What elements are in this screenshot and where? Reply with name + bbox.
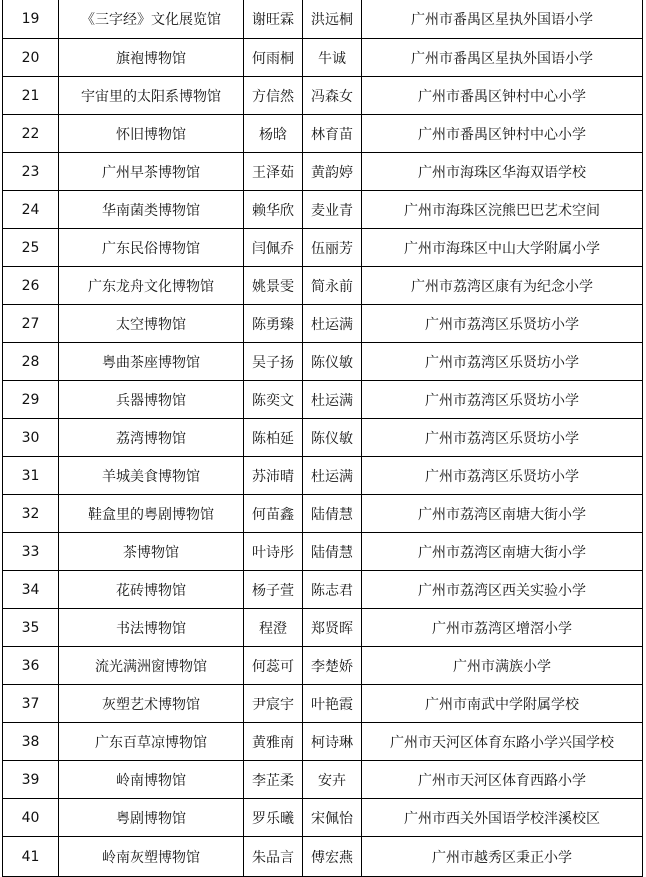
row-number-cell: 33 [3,533,59,571]
museum-name-cell: 茶博物馆 [59,533,244,571]
teacher-name-cell: 黄韵婷 [303,153,362,191]
school-name-cell: 广州市海珠区华海双语学校 [362,153,643,191]
table-row [3,343,643,381]
student-name-cell: 闫佩乔 [244,229,303,267]
museum-name-cell: 岭南博物馆 [59,761,244,799]
museum-name-cell: 书法博物馆 [59,609,244,647]
table-row [3,837,643,877]
museum-name-cell: 广东民俗博物馆 [59,229,244,267]
row-number-cell: 37 [3,685,59,723]
student-name-cell: 陈奕文 [244,381,303,419]
museum-name-cell: 流光满洲窗博物馆 [59,647,244,685]
school-name-cell: 广州市南武中学附属学校 [362,685,643,723]
table-row [3,267,643,305]
table-row [3,571,643,609]
student-name-cell: 何蕊可 [244,647,303,685]
school-name-cell: 广州市荔湾区乐贤坊小学 [362,305,643,343]
school-name-cell: 广州市荔湾区乐贤坊小学 [362,343,643,381]
award-list-table [2,0,643,877]
teacher-name-cell: 洪远桐 [303,0,362,39]
teacher-name-cell: 叶艳霞 [303,685,362,723]
table-row [3,229,643,267]
row-number-cell: 32 [3,495,59,533]
museum-name-cell: 太空博物馆 [59,305,244,343]
school-name-cell: 广州市番禺区星执外国语小学 [362,39,643,77]
row-number-cell: 35 [3,609,59,647]
school-name-cell: 广州市西关外国语学校泮溪校区 [362,799,643,837]
teacher-name-cell: 傅宏燕 [303,837,362,877]
teacher-name-cell: 杜运满 [303,457,362,495]
teacher-name-cell: 宋佩怡 [303,799,362,837]
table-body [3,0,643,877]
row-number-cell: 30 [3,419,59,457]
teacher-name-cell: 杜运满 [303,381,362,419]
school-name-cell: 广州市荔湾区西关实验小学 [362,571,643,609]
student-name-cell: 何苗鑫 [244,495,303,533]
school-name-cell: 广州市荔湾区南塘大街小学 [362,495,643,533]
teacher-name-cell: 李楚娇 [303,647,362,685]
museum-name-cell: 怀旧博物馆 [59,115,244,153]
student-name-cell: 陈柏延 [244,419,303,457]
table-row [3,0,643,39]
row-number-cell: 19 [3,0,59,39]
table-row [3,153,643,191]
row-number-cell: 34 [3,571,59,609]
teacher-name-cell: 陈仪敏 [303,343,362,381]
school-name-cell: 广州市荔湾区乐贤坊小学 [362,457,643,495]
table-row [3,39,643,77]
museum-name-cell: 灰塑艺术博物馆 [59,685,244,723]
school-name-cell: 广州市番禺区钟村中心小学 [362,115,643,153]
table-row [3,723,643,761]
row-number-cell: 28 [3,343,59,381]
school-name-cell: 广州市海珠区中山大学附属小学 [362,229,643,267]
row-number-cell: 40 [3,799,59,837]
teacher-name-cell: 郑贤晖 [303,609,362,647]
museum-name-cell: 荔湾博物馆 [59,419,244,457]
school-name-cell: 广州市番禺区星执外国语小学 [362,0,643,39]
museum-name-cell: 羊城美食博物馆 [59,457,244,495]
museum-name-cell: 鞋盒里的粤剧博物馆 [59,495,244,533]
row-number-cell: 41 [3,837,59,877]
student-name-cell: 吴子扬 [244,343,303,381]
student-name-cell: 杨子萱 [244,571,303,609]
museum-name-cell: 广州早茶博物馆 [59,153,244,191]
row-number-cell: 21 [3,77,59,115]
school-name-cell: 广州市满族小学 [362,647,643,685]
student-name-cell: 叶诗彤 [244,533,303,571]
museum-name-cell: 粤剧博物馆 [59,799,244,837]
table-row [3,191,643,229]
table-row [3,115,643,153]
museum-name-cell: 广东百草凉博物馆 [59,723,244,761]
row-number-cell: 29 [3,381,59,419]
museum-name-cell: 旗袍博物馆 [59,39,244,77]
student-name-cell: 黄雅南 [244,723,303,761]
student-name-cell: 李芷柔 [244,761,303,799]
student-name-cell: 王泽茹 [244,153,303,191]
student-name-cell: 方信然 [244,77,303,115]
teacher-name-cell: 杜运满 [303,305,362,343]
row-number-cell: 22 [3,115,59,153]
student-name-cell: 尹宸宇 [244,685,303,723]
school-name-cell: 广州市越秀区秉正小学 [362,837,643,877]
table-row [3,381,643,419]
teacher-name-cell: 陆倩慧 [303,495,362,533]
teacher-name-cell: 柯诗琳 [303,723,362,761]
row-number-cell: 31 [3,457,59,495]
table-row [3,305,643,343]
teacher-name-cell: 简永前 [303,267,362,305]
row-number-cell: 39 [3,761,59,799]
teacher-name-cell: 麦业青 [303,191,362,229]
table-row [3,495,643,533]
school-name-cell: 广州市番禺区钟村中心小学 [362,77,643,115]
school-name-cell: 广州市荔湾区增滘小学 [362,609,643,647]
table-row [3,799,643,837]
school-name-cell: 广州市荔湾区南塘大街小学 [362,533,643,571]
student-name-cell: 罗乐曦 [244,799,303,837]
school-name-cell: 广州市天河区体育东路小学兴国学校 [362,723,643,761]
student-name-cell: 谢旺霖 [244,0,303,39]
row-number-cell: 23 [3,153,59,191]
museum-name-cell: 粤曲茶座博物馆 [59,343,244,381]
student-name-cell: 陈勇臻 [244,305,303,343]
museum-name-cell: 广东龙舟文化博物馆 [59,267,244,305]
row-number-cell: 24 [3,191,59,229]
teacher-name-cell: 林育苗 [303,115,362,153]
school-name-cell: 广州市海珠区浣熊巴巴艺术空间 [362,191,643,229]
student-name-cell: 姚景雯 [244,267,303,305]
table-row [3,609,643,647]
museum-name-cell: 岭南灰塑博物馆 [59,837,244,877]
student-name-cell: 苏沛晴 [244,457,303,495]
teacher-name-cell: 安卉 [303,761,362,799]
table-row [3,419,643,457]
museum-name-cell: 华南菌类博物馆 [59,191,244,229]
row-number-cell: 20 [3,39,59,77]
table-row [3,457,643,495]
student-name-cell: 程澄 [244,609,303,647]
student-name-cell: 赖华欣 [244,191,303,229]
museum-name-cell: 《三字经》文化展览馆 [59,0,244,39]
school-name-cell: 广州市荔湾区乐贤坊小学 [362,381,643,419]
row-number-cell: 36 [3,647,59,685]
school-name-cell: 广州市荔湾区康有为纪念小学 [362,267,643,305]
museum-name-cell: 宇宙里的太阳系博物馆 [59,77,244,115]
row-number-cell: 27 [3,305,59,343]
table-row [3,685,643,723]
school-name-cell: 广州市天河区体育西路小学 [362,761,643,799]
table-row [3,77,643,115]
table-row [3,533,643,571]
museum-name-cell: 兵器博物馆 [59,381,244,419]
teacher-name-cell: 陈志君 [303,571,362,609]
student-name-cell: 何雨桐 [244,39,303,77]
row-number-cell: 25 [3,229,59,267]
table-row [3,761,643,799]
teacher-name-cell: 陈仪敏 [303,419,362,457]
teacher-name-cell: 冯森女 [303,77,362,115]
row-number-cell: 26 [3,267,59,305]
row-number-cell: 38 [3,723,59,761]
student-name-cell: 杨晗 [244,115,303,153]
museum-name-cell: 花砖博物馆 [59,571,244,609]
teacher-name-cell: 陆倩慧 [303,533,362,571]
school-name-cell: 广州市荔湾区乐贤坊小学 [362,419,643,457]
table-row [3,647,643,685]
teacher-name-cell: 伍丽芳 [303,229,362,267]
student-name-cell: 朱品言 [244,837,303,877]
teacher-name-cell: 牛诚 [303,39,362,77]
